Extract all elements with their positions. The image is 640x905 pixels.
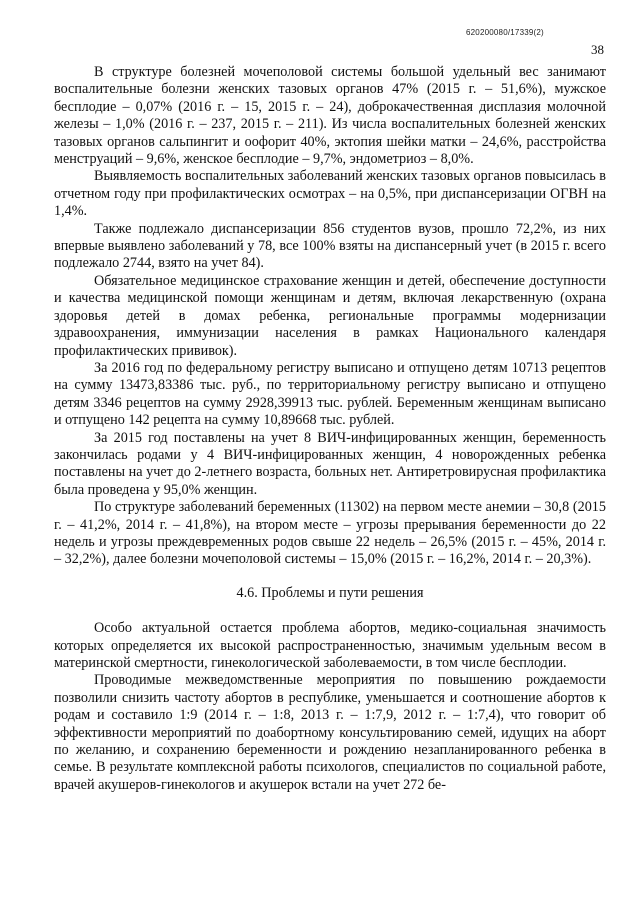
document-body (54, 64, 606, 794)
paragraph: Обязательное медицинское страхование женщин и детей, обеспечение доступности и качества медицинской помощи женщинам и детям, включая лекарственную (охрана здоровья детей в домах ребенка, региональные программы модернизации здравоохранения, иммунизации населения в рамках Национального календаря профилактических прививок). (54, 272, 606, 359)
document-code: 620200080/17339(2) (466, 28, 544, 37)
paragraph: За 2016 год по федеральному регистру выписано и отпущено детям 10713 рецептов на сумму 13473,83386 тыс. руб., по территориальному регистру выписано и отпущено детям 3346 рецептов на сумму 2928,39913 тыс. рублей. Беременным женщинам выписано и отпущено 142 рецепта на сумму 10,89668 тыс. рублей. (54, 359, 606, 429)
paragraph: Особо актуальной остается проблема абортов, медико-социальная значимость которых определяется их высокой распространенностью, значимым удельным весом в материнской смертности, гинекологической заболеваемости, в том числе бесплодии. (54, 620, 606, 671)
page-number: 38 (591, 42, 604, 57)
section-heading: 4.6. Проблемы и пути решения (236, 584, 424, 601)
paragraph: За 2015 год поставлены на учет 8 ВИЧ-инфицированных женщин, беременность закончилась родами у 4 ВИЧ-инфицированных женщин, 4 новорожденных ребенка поставлены на учет до 2-летнего возраста, больных нет. Антиретровирусная профилактика была проведена у 95,0% женщин. (54, 429, 606, 498)
paragraph: В структуре болезней мочеполовой системы большой удельный вес занимают воспалительные болезни женских тазовых органов 47% (2015 г. – 51,6%), мужское бесплодие – 0,07% (2016 г. – 15, 2015 г. – 24), доброкачественная дисплазия молочной железы – 1,0% (2016 г. – 237, 2015 г. – 211). Из числа воспалительных болезней женских тазовых органов сальпингит и оофорит 40%, эктопия шейки матки – 24,6%, расстройства менструаций – 9,6%, женское бесплодие – 9,7%, эндометриоз – 8,0%. (54, 64, 606, 168)
paragraph: По структуре заболеваний беременных (11302) на первом месте анемии – 30,8 (2015 г. – 41,2%, 2014 г. – 41,8%), на втором месте – угрозы прерывания беременности до 22 недель и угрозы преждевременных родов свыше 22 недель – 26,5% (2015 г. – 45%, 2014 г. – 32,2%), далее болезни мочеполовой системы – 15,0% (2015 г. – 16,2%, 2014 г. – 20,3%). (54, 499, 606, 568)
paragraph: Проводимые межведомственные мероприятия по повышению рождаемости позволили снизить частоту абортов в республике, уменьшается и соотношение абортов к родам и составило 1:9 (2014 г. – 1:8, 2013 г. – 1:7,9, 2012 г. – 1:7,4), что говорит об эффективности мероприятий по доабортному консультированию семей, идущих на аборт по желанию, и сохранению беременности и рождению незапланированного ребенка в семье. В результате комплексной работы психологов, специалистов по социальной работе, врачей акушеров-гинекологов и акушерок встали на учет 272 бе- (54, 672, 606, 793)
paragraph: Также подлежало диспансеризации 856 студентов вузов, прошло 72,2%, из них впервые выявлено заболеваний у 78, все 100% взяты на диспансерный учет (в 2015 г. всего подлежало 2744, взято на учет 84). (54, 220, 606, 272)
paragraph: Выявляемость воспалительных заболеваний женских тазовых органов повысилась в отчетном году при профилактических осмотрах – на 0,5%, при диспансеризации ОГВН на 1,4%. (54, 168, 606, 220)
